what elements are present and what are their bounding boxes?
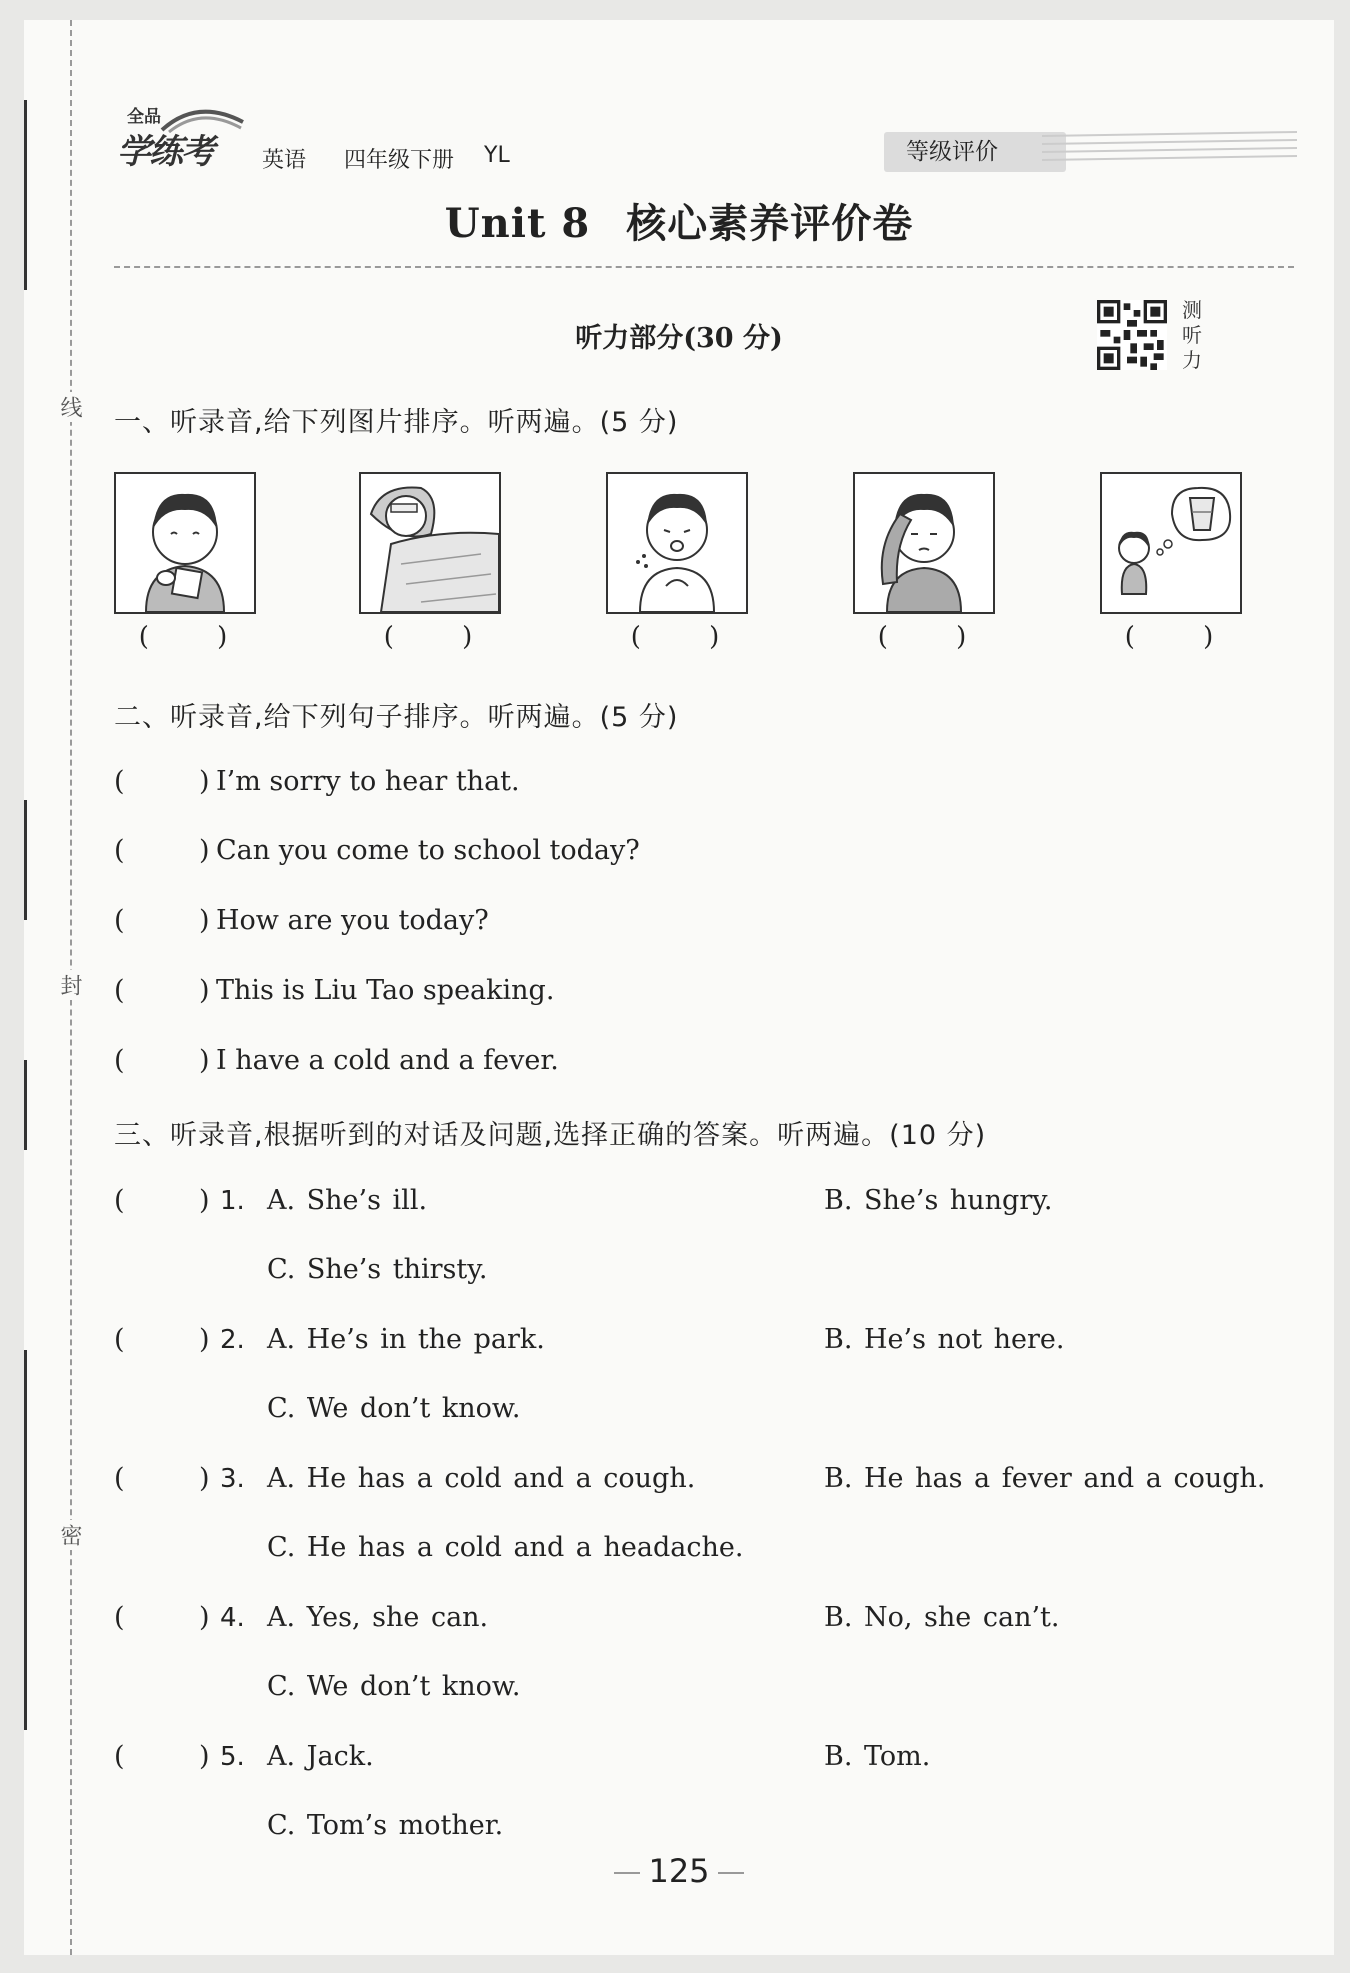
title-unit: Unit 8 (444, 200, 591, 247)
option-a: A. He’s in the park. (267, 1324, 545, 1355)
binding-mark-line: 线 (54, 392, 84, 422)
edge-mark (24, 1060, 27, 1150)
binding-mark-secret: 密 (54, 1520, 84, 1550)
grade-label: 四年级下册 (344, 148, 455, 173)
picture-boy-holding-tissue (114, 472, 256, 614)
title-cn: 核心素养评价卷 (626, 200, 914, 247)
answer-blank-open[interactable]: ( (114, 1602, 125, 1633)
picture-answer-blank[interactable]: ( ) (877, 622, 967, 652)
option-c: C. We don’t know. (267, 1671, 521, 1702)
answer-blank-close: ) (199, 975, 210, 1006)
answer-blank-open[interactable]: ( (114, 1045, 125, 1076)
sentence-item: I’m sorry to hear that. (216, 766, 520, 797)
answer-blank-close: ) (199, 1045, 210, 1076)
answer-blank-close: ) (199, 1324, 210, 1355)
option-b: B. He has a fever and a cough. (824, 1463, 1266, 1494)
brand-top-text: 全品 (127, 107, 161, 127)
option-b: B. She’s hungry. (824, 1185, 1053, 1216)
option-a: A. He has a cold and a cough. (267, 1463, 696, 1494)
option-a: A. Jack. (267, 1741, 374, 1772)
decorative-lines (1042, 130, 1297, 170)
brand-logo (117, 102, 247, 172)
listening-section-title: 听力部分(30 分) (575, 323, 783, 354)
brand-main-text: 学练考 (117, 132, 213, 172)
answer-blank-open[interactable]: ( (114, 1463, 125, 1494)
option-b: B. Tom. (824, 1741, 931, 1772)
sentence-item: Can you come to school today? (216, 835, 640, 866)
picture-answer-blank[interactable]: ( ) (383, 622, 473, 652)
page-number: 125 (24, 1852, 1334, 1890)
section3-heading: 三、听录音,根据听到的对话及问题,选择正确的答案。听两遍。(10 分) (114, 1120, 987, 1151)
binding-mark-seal: 封 (54, 970, 84, 1000)
sentence-item: This is Liu Tao speaking. (216, 975, 555, 1006)
option-b: B. No, she can’t. (824, 1602, 1060, 1633)
option-c: C. We don’t know. (267, 1393, 521, 1424)
answer-blank-open[interactable]: ( (114, 905, 125, 936)
option-c: C. She’s thirsty. (267, 1254, 488, 1285)
answer-blank-close: ) (199, 1741, 210, 1772)
header-divider (114, 266, 1294, 268)
answer-blank-open[interactable]: ( (114, 1324, 125, 1355)
question-number: 1. (220, 1186, 245, 1216)
answer-blank-close: ) (199, 1185, 210, 1216)
sentence-item: I have a cold and a fever. (216, 1045, 559, 1076)
picture-answer-blank[interactable]: ( ) (138, 622, 228, 652)
picture-answer-blank[interactable]: ( ) (630, 622, 720, 652)
edition-label: YL (484, 143, 510, 168)
answer-blank-close: ) (199, 1602, 210, 1633)
subject-label: 英语 (262, 148, 307, 173)
picture-child-sick-in-bed (359, 472, 501, 614)
option-a: A. She’s ill. (267, 1185, 428, 1216)
answer-blank-open[interactable]: ( (114, 835, 125, 866)
edge-mark (24, 800, 27, 920)
option-a: A. Yes, she can. (267, 1602, 489, 1633)
sentence-item: How are you today? (216, 905, 489, 936)
answer-blank-close: ) (199, 835, 210, 866)
picture-boy-with-headache (853, 472, 995, 614)
option-b: B. He’s not here. (824, 1324, 1065, 1355)
answer-blank-close: ) (199, 905, 210, 936)
question-number: 2. (220, 1325, 245, 1355)
question-number: 5. (220, 1742, 245, 1772)
answer-blank-close: ) (199, 766, 210, 797)
answer-blank-open[interactable]: ( (114, 766, 125, 797)
section2-heading: 二、听录音,给下列句子排序。听两遍。(5 分) (114, 702, 679, 733)
answer-blank-open[interactable]: ( (114, 1185, 125, 1216)
grade-evaluation-badge: 等级评价 (884, 132, 1066, 172)
question-number: 4. (220, 1603, 245, 1633)
answer-blank-open[interactable]: ( (114, 1741, 125, 1772)
option-c: C. Tom’s mother. (267, 1810, 504, 1841)
section1-heading: 一、听录音,给下列图片排序。听两遍。(5 分) (114, 407, 679, 438)
answer-blank-close: ) (199, 1463, 210, 1494)
question-number: 3. (220, 1464, 245, 1494)
picture-answer-blank[interactable]: ( ) (1124, 622, 1214, 652)
answer-blank-open[interactable]: ( (114, 975, 125, 1006)
page-title (24, 192, 1334, 249)
picture-girl-thirsty (1100, 472, 1242, 614)
worksheet-page (24, 20, 1334, 1955)
picture-boy-coughing (606, 472, 748, 614)
option-c: C. He has a cold and a headache. (267, 1532, 744, 1563)
qr-code-icon[interactable] (1097, 300, 1167, 370)
edge-mark (24, 1350, 27, 1730)
qr-label: 测 听 力 (1182, 298, 1202, 372)
